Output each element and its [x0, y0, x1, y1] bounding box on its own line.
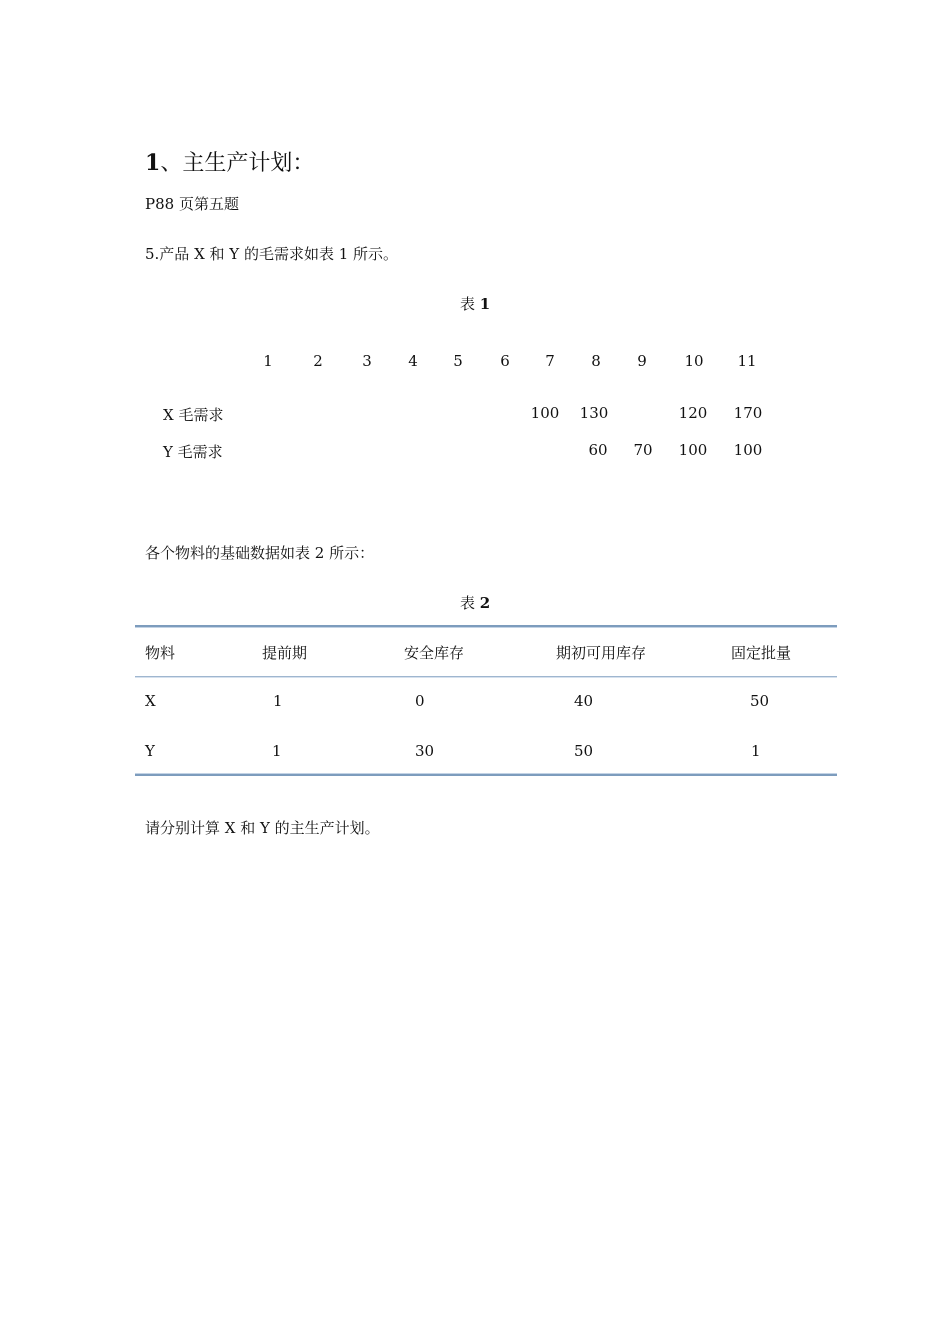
table2-header: 提前期 [262, 644, 308, 662]
heading-number: 1 [145, 150, 161, 176]
table2-top-rule [135, 625, 837, 628]
table2-caption-number: 2 [479, 594, 491, 612]
table2-cell: 50 [750, 692, 770, 710]
heading-title: 主生产计划： [182, 151, 315, 176]
table2-caption [460, 592, 490, 613]
table2-bottom-rule [135, 773, 837, 776]
table1-cell: 170 [733, 404, 763, 422]
heading-separator: 、 [160, 151, 183, 176]
table2-cell: X [145, 692, 156, 710]
table1-cell: 70 [633, 441, 653, 459]
table2-cell: 30 [415, 742, 435, 760]
table1-cell: 120 [678, 404, 708, 422]
table2-cell: Y [145, 742, 155, 760]
table2-caption-prefix: 表 [460, 594, 480, 612]
table1-cell: 60 [588, 441, 608, 459]
table2-cell: 50 [574, 742, 594, 760]
table1-cell: 130 [579, 404, 609, 422]
table2-cell: 0 [415, 692, 425, 710]
table2-header-rule [135, 676, 837, 678]
table1-period: 11 [737, 352, 757, 370]
table1-period: 7 [545, 352, 555, 370]
table1-period: 1 [263, 352, 273, 370]
table2-header: 固定批量 [731, 644, 792, 662]
table2-cell: 1 [273, 692, 283, 710]
table1-caption-number: 1 [479, 295, 491, 313]
table2-header: 物料 [145, 644, 176, 662]
table1-period: 3 [362, 352, 372, 370]
table1-period: 4 [408, 352, 418, 370]
table1-caption [460, 293, 490, 314]
table2-cell: 1 [751, 742, 761, 760]
table1-period: 9 [637, 352, 647, 370]
table1-period: 5 [453, 352, 463, 370]
table1-cell: 100 [678, 441, 708, 459]
table1-cell: 100 [733, 441, 763, 459]
section-heading [145, 146, 314, 177]
table1-caption-prefix: 表 [460, 295, 480, 313]
section2-text: 各个物料的基础数据如表 2 所示： [145, 544, 375, 562]
table1-period: 8 [591, 352, 601, 370]
table1-period: 10 [684, 352, 704, 370]
question-text: 5.产品 X 和 Y 的毛需求如表 1 所示。 [145, 245, 399, 263]
table1-row-label: X 毛需求 [163, 406, 224, 424]
final-question: 请分别计算 X 和 Y 的主生产计划。 [145, 819, 380, 837]
table2-cell: 1 [272, 742, 282, 760]
table2-header: 安全库存 [404, 644, 465, 662]
table2-header: 期初可用库存 [556, 644, 647, 662]
table1-cell: 100 [530, 404, 560, 422]
table1-row-label: Y 毛需求 [163, 443, 223, 461]
table2-cell: 40 [574, 692, 594, 710]
table1-period: 2 [313, 352, 323, 370]
table1-period: 6 [500, 352, 510, 370]
source-reference: P88 页第五题 [145, 195, 239, 213]
